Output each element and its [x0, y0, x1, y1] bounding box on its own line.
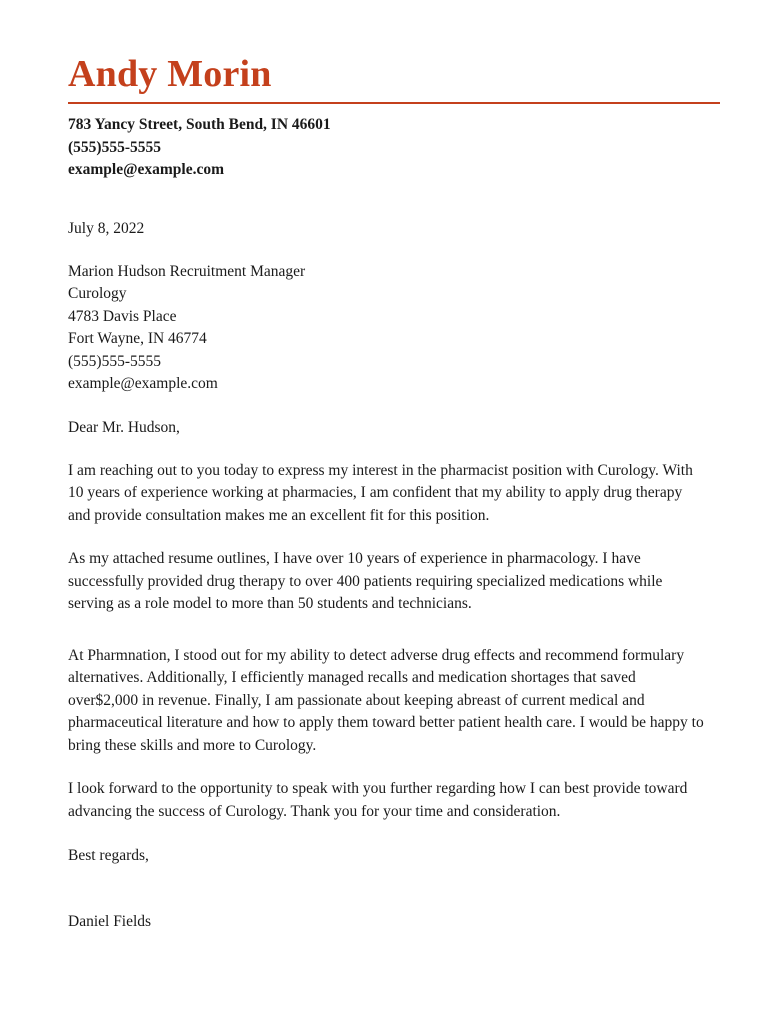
- header-divider-rule: [68, 102, 720, 104]
- recipient-name-title: Marion Hudson Recruitment Manager: [68, 262, 306, 280]
- body-paragraph-1: I am reaching out to you today to express my interest in the pharmacist position with Curology. With 10 years of experience working at pharmacies, I am confident that my ability to apply drug therapy and provide consultation makes me an excellent fit for this position.: [68, 461, 693, 524]
- sender-email-line: example@example.com: [68, 161, 225, 178]
- recipient-address-block: [68, 261, 720, 396]
- body-paragraph-2: As my attached resume outlines, I have over 10 years of experience in pharmacology. I have successfully provided drug therapy to over 400 patients requiring specialized medications while serving as a role model to more than 50 students and technicians.: [68, 550, 663, 612]
- recipient-company: Curology: [68, 285, 127, 302]
- sender-address-line: 783 Yancy Street, South Bend, IN 46601: [68, 116, 331, 133]
- closing-phrase: Best regards,: [68, 847, 149, 864]
- sender-phone-line: (555)555-5555: [68, 138, 161, 156]
- recipient-street: 4783 Davis Place: [68, 307, 177, 325]
- recipient-city-state-zip: Fort Wayne, IN 46774: [68, 330, 207, 347]
- letter-header: [68, 52, 720, 182]
- salutation: Dear Mr. Hudson,: [68, 418, 180, 436]
- body-paragraph-4: I look forward to the opportunity to speak with you further regarding how I can best provide toward advancing the success of Curology. Thank you for your time and consideration.: [68, 780, 688, 820]
- signature-name: Daniel Fields: [68, 913, 152, 930]
- sender-contact-block: [68, 114, 720, 182]
- body-paragraph-3: At Pharmnation, I stood out for my ability to detect adverse drug effects and recommend formulary alternatives. Additionally, I efficiently managed recalls and medication shortages that saved over$2,000 in revenue. Finally, I am passionate about keeping abreast of current medical and pharmaceutical literature and how to apply them toward better patient health care. I would be happy to bring these skills and more to Curology.: [68, 646, 704, 754]
- letter-body: [68, 460, 720, 824]
- recipient-email: example@example.com: [68, 375, 218, 392]
- letter-date: July 8, 2022: [68, 219, 145, 237]
- applicant-name: Andy Morin: [68, 53, 272, 95]
- recipient-phone: (555)555-5555: [68, 352, 161, 370]
